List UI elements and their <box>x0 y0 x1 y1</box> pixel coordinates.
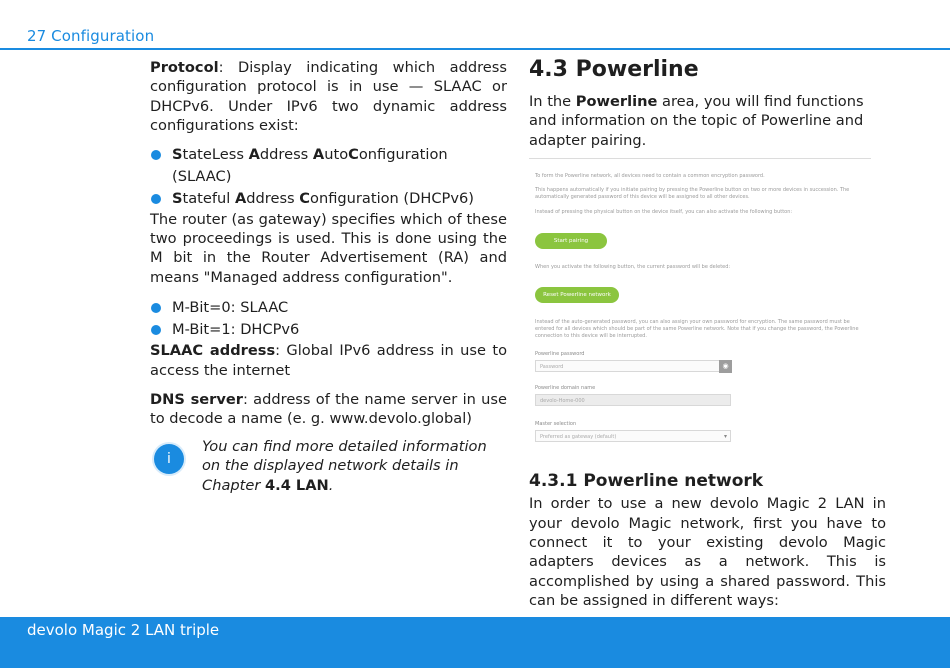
slaac-paragraph: SLAAC address: Global IPv6 address in use to access the internet <box>150 342 507 379</box>
section-heading: 4.3 Powerline <box>529 57 699 82</box>
chapter-link[interactable]: 4.4 LAN <box>265 476 329 494</box>
list-item: Stateful Address Configuration (DHCPv6) <box>150 188 507 210</box>
chevron-down-icon: ▾ <box>723 433 727 441</box>
router-paragraph: The router (as gateway) specifies which of these two proceedings is used. This is done using the M bit in the Router Advertisement (RA) and means "Managed address configuration". <box>150 210 507 286</box>
subsection-heading: 4.3.1 Powerline network <box>529 471 764 492</box>
password-label: Powerline password <box>535 351 585 358</box>
chapter-title: 27 Configuration <box>27 27 155 45</box>
bullet-icon <box>151 303 161 313</box>
screenshot-text: When you activate the following button, the current password will be deleted: <box>535 264 731 271</box>
password-field[interactable]: Password <box>535 360 731 372</box>
list-item: M-Bit=1: DHCPv6 <box>150 319 507 341</box>
screenshot-text: automatically generated password of this device will be assigned to all other devices. <box>535 194 750 201</box>
info-icon: i <box>154 444 184 474</box>
screenshot-text: Instead of pressing the physical button on the device itself, you can also activate the following button: <box>535 209 793 216</box>
list-item: M-Bit=0: SLAAC <box>150 297 507 319</box>
list-item: StateLess Address AutoConfiguration (SLAAC) <box>150 144 507 188</box>
master-label: Master selection <box>535 421 577 428</box>
eye-icon[interactable]: ◉ <box>719 360 732 373</box>
intro-paragraph: In the Powerline area, you will find functions and information on the topic of Powerline and adapter pairing. <box>529 93 864 149</box>
mbit-list <box>150 297 507 341</box>
domain-label: Powerline domain name <box>535 385 596 392</box>
powerline-screenshot <box>529 158 871 454</box>
start-pairing-button[interactable]: Start pairing <box>535 233 607 249</box>
left-column <box>150 58 507 495</box>
protocol-list <box>150 144 507 210</box>
screenshot-text: entered for all devices which should be part of the same Powerline network. Note that if you change the password, the Powerline <box>535 326 859 333</box>
page-header <box>0 0 950 50</box>
bullet-icon <box>151 194 161 204</box>
network-paragraph: In order to use a new devolo Magic 2 LAN in your devolo Magic network, first you have to connect it to your existing devolo Magic adapters devices as a network. This is accomplished by using a shared password. This can be assigned in different ways: <box>529 495 886 610</box>
reset-powerline-button[interactable]: Reset Powerline network <box>535 287 619 303</box>
protocol-paragraph <box>150 58 507 136</box>
screenshot-text: Instead of the auto-generated password, you can also assign your own password for encryption. The same password must be <box>535 319 850 326</box>
master-select[interactable]: Preferred as gateway (default) ▾ <box>535 430 731 442</box>
protocol-text: : Display indicating which address configuration protocol is in use — SLAAC or DHCPv6. Under IPv6 two dynamic address configurations exist: <box>150 59 507 135</box>
right-column <box>529 56 886 611</box>
bullet-icon <box>151 150 161 160</box>
info-note-text: You can find more detailed information on the displayed network details in Chapter 4.4 LAN. <box>202 437 487 494</box>
info-note <box>150 437 507 495</box>
protocol-term: Protocol <box>150 59 219 76</box>
bullet-icon <box>151 325 161 335</box>
page-footer <box>0 617 950 668</box>
domain-field[interactable]: devolo-Home-000 <box>535 394 731 406</box>
product-name: devolo Magic 2 LAN triple <box>27 621 220 639</box>
screenshot-text: To form the Powerline network, all devices need to contain a common encryption password. <box>535 173 765 180</box>
screenshot-text: This happens automatically if you initiate pairing by pressing the Powerline button on two or more devices in succession. The <box>535 187 850 194</box>
screenshot-text: connection to this device will be interrupted. <box>535 333 647 340</box>
dns-paragraph: DNS server: address of the name server in use to decode a name (e. g. www.devolo.global) <box>150 391 507 428</box>
